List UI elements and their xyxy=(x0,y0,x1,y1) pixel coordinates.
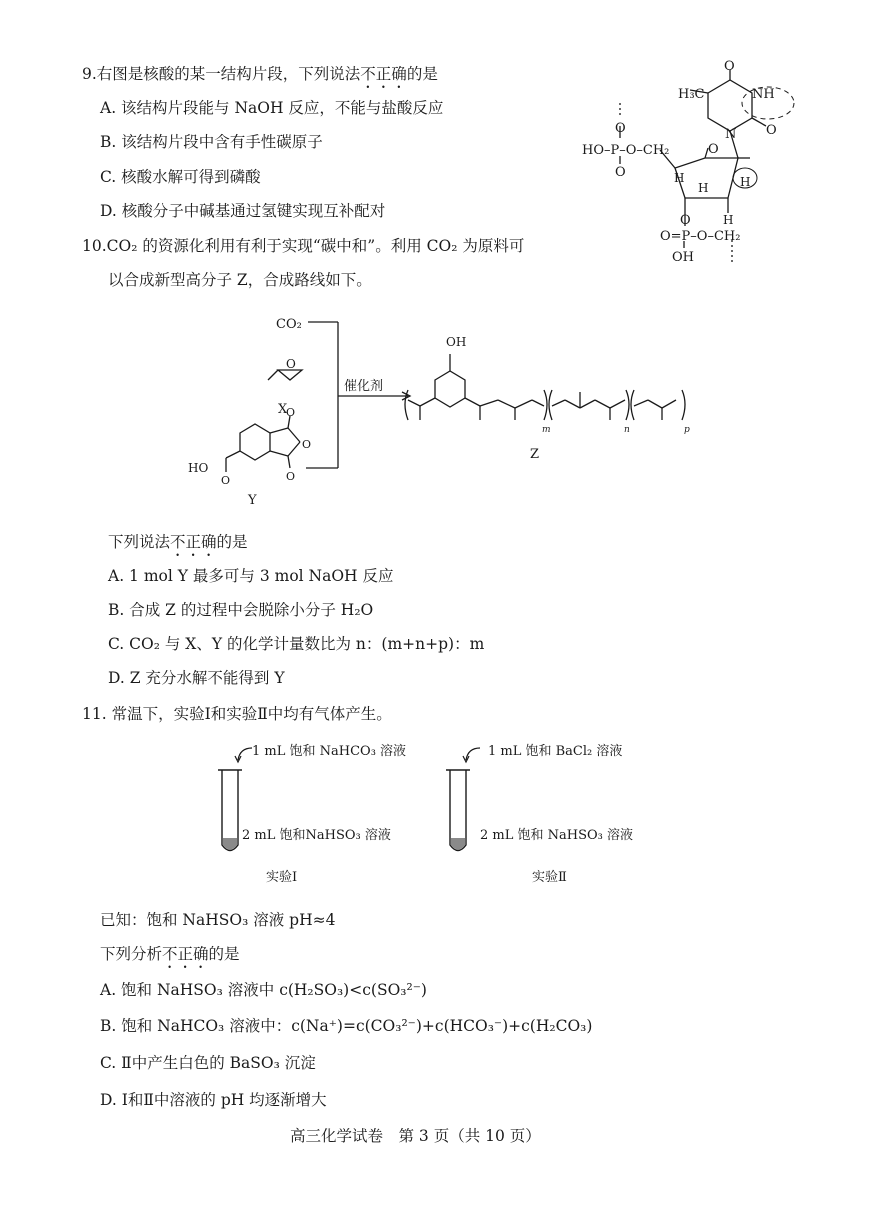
q10-stem-line2: 以合成新型高分子 Z，合成路线如下。 xyxy=(108,271,372,289)
y-o-acid-label: O xyxy=(221,474,231,487)
y-o-bottom-label: O xyxy=(286,470,296,483)
q10-option-a: A. 1 mol Y 最多可与 3 mol NaOH 反应 xyxy=(108,567,394,585)
o-top-label: O xyxy=(724,59,735,74)
phosphate-left-label: HO–P–O–CH₂ xyxy=(582,143,670,158)
q11-option-d: D. Ⅰ和Ⅱ中溶液的 pH 均逐渐增大 xyxy=(100,1091,327,1109)
x-label: X xyxy=(278,402,288,417)
z-label: Z xyxy=(530,447,540,462)
q11-known: 已知：饱和 NaHSO₃ 溶液 pH≈4 xyxy=(100,911,336,929)
y-o-ring-label: O xyxy=(302,438,312,451)
nucleic-acid-structure xyxy=(580,58,810,268)
y-o-top-label: O xyxy=(286,406,296,419)
h3-label: H xyxy=(740,175,751,189)
q10-option-d: D. Z 充分水解不能得到 Y xyxy=(108,669,285,687)
n-label: n xyxy=(624,425,630,435)
q11-option-b: B. 饱和 NaHCO₃ 溶液中：c(Na⁺)=c(CO₃²⁻)+c(HCO₃⁻)+c(H₂CO₃) xyxy=(100,1017,593,1035)
q11-stem: 11. 常温下，实验Ⅰ和实验Ⅱ中均有气体产生。 xyxy=(82,705,392,723)
co2-label: CO₂ xyxy=(276,317,302,332)
oh-bottom-label: OH xyxy=(672,250,694,265)
q10-ask: 下列说法不正确的是 xyxy=(108,533,248,551)
catalyst-label: 催化剂 xyxy=(344,379,384,394)
q10-stem-line1: 10.CO₂ 的资源化利用有利于实现“碳中和”。利用 CO₂ 为原料可 xyxy=(82,237,525,255)
m-label: m xyxy=(542,425,551,435)
h1-label: H xyxy=(674,171,685,185)
exp2-caption: 实验Ⅱ xyxy=(532,870,567,885)
o-right-label: O xyxy=(766,123,777,138)
q9-option-a: A. 该结构片段能与 NaOH 反应，不能与盐酸反应 xyxy=(100,99,444,117)
q9-option-b: B. 该结构片段中含有手性碳原子 xyxy=(100,133,323,151)
epoxide-o-label: O xyxy=(286,357,296,371)
q9-option-d: D. 核酸分子中碱基通过氢键实现互补配对 xyxy=(100,202,386,220)
q9-option-c: C. 核酸水解可得到磷酸 xyxy=(100,168,261,186)
page-footer: 高三化学试卷 第 3 页（共 10 页） xyxy=(290,1127,541,1145)
q10-option-b: B. 合成 Z 的过程中会脱除小分子 H₂O xyxy=(108,601,374,619)
z-oh-label: OH xyxy=(446,335,467,349)
q11-option-a: A. 饱和 NaHSO₃ 溶液中 c(H₂SO₃)<c(SO₃²⁻) xyxy=(100,981,427,999)
q11-ask: 下列分析不正确的是 xyxy=(100,945,240,963)
p-label: p xyxy=(684,425,690,435)
o-left-top-label: O xyxy=(615,121,626,136)
o-mid-label: O xyxy=(680,213,691,228)
nh-label: NH xyxy=(752,87,775,102)
q11-option-c: C. Ⅱ中产生白色的 BaSO₃ 沉淀 xyxy=(100,1054,316,1072)
n-label: N xyxy=(725,127,737,142)
y-ho-label: HO xyxy=(188,461,209,475)
h2-label: H xyxy=(698,181,709,195)
q9-stem: 9.右图是核酸的某一结构片段，下列说法不正确的是 xyxy=(82,65,438,83)
exp1-caption: 实验Ⅰ xyxy=(266,870,298,885)
ch3-label: H₃C xyxy=(678,87,705,102)
synthesis-scheme xyxy=(180,308,700,508)
exp1-top-label: 1 mL 饱和 NaHCO₃ 溶液 xyxy=(252,744,407,759)
y-label: Y xyxy=(248,493,257,508)
q10-option-c: C. CO₂ 与 X、Y 的化学计量数比为 n：(m+n+p)：m xyxy=(108,635,485,653)
phosphate-bottom-label: O=P–O–CH₂ xyxy=(660,229,741,244)
o-left-bottom-label: O xyxy=(615,165,626,180)
exp2-bottom-label: 2 mL 饱和 NaHSO₃ 溶液 xyxy=(480,828,633,843)
exp2-top-label: 1 mL 饱和 BaCl₂ 溶液 xyxy=(488,744,623,759)
exp1-bottom-label: 2 mL 饱和NaHSO₃ 溶液 xyxy=(242,828,391,843)
o-ring-label: O xyxy=(708,142,719,157)
h4-label: H xyxy=(723,213,734,227)
